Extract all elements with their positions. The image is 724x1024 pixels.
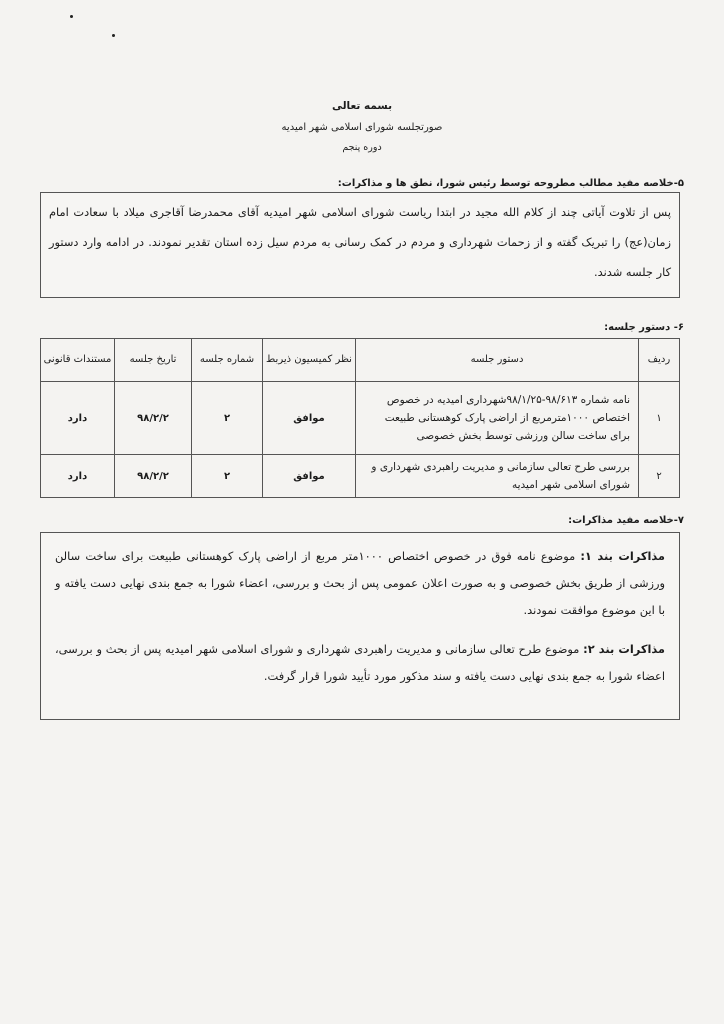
col-topic-header: دستور جلسه bbox=[356, 339, 639, 382]
cell-commission: موافق bbox=[263, 455, 356, 498]
table-row bbox=[41, 455, 680, 498]
cell-session: ۲ bbox=[192, 455, 263, 498]
cell-session: ۲ bbox=[192, 382, 263, 455]
document-term: دوره پنجم bbox=[342, 142, 382, 153]
cell-commission: موافق bbox=[263, 382, 356, 455]
col-row-header: ردیف bbox=[639, 339, 680, 382]
cell-date: ۹۸/۲/۲ bbox=[115, 382, 192, 455]
discussion-item-1 bbox=[55, 543, 665, 624]
section-7-title: ۷-خلاصه مفید مذاکرات: bbox=[568, 515, 684, 526]
agenda-table bbox=[40, 338, 680, 498]
cell-topic: بررسی طرح تعالی سازمانی و مدیریت راهبردی شهرداری و شورای اسلامی شهر امیدیه bbox=[356, 455, 639, 498]
table-row bbox=[41, 382, 680, 455]
col-date-header: تاریخ جلسه bbox=[115, 339, 192, 382]
section-5-body: پس از تلاوت آیاتی چند از کلام الله مجید در ابتدا ریاست شورای اسلامی شهر امیدیه آقای محمدرضا آقاجری میلاد با سعادت امام زمان(عج) را تبریک گفته و از زحمات شهرداری و مردم در کمک رسانی به مردم سیل زده استان تقدیر نمودند. در ادامه وارد دستور کار جلسه شدند. bbox=[49, 205, 671, 279]
agenda-header-row bbox=[41, 339, 680, 382]
cell-legal: دارد bbox=[41, 455, 115, 498]
section-5-box bbox=[40, 192, 680, 298]
section-6-title: ۶- دستور جلسه: bbox=[604, 322, 684, 333]
scan-speck bbox=[70, 15, 73, 18]
cell-topic: نامه شماره ۹۸/۶۱۳-۹۸/۱/۲۵شهرداری امیدیه در خصوص اختصاص ۱۰۰۰مترمربع از اراضی پارک کوهستانی طبیعت برای ساخت سالن ورزشی توسط بخش خصوصی bbox=[356, 382, 639, 455]
discussion-item-1-label: مذاکرات بند ۱: bbox=[580, 549, 665, 563]
discussion-item-2 bbox=[55, 636, 665, 690]
cell-legal: دارد bbox=[41, 382, 115, 455]
cell-row: ۱ bbox=[639, 382, 680, 455]
document-subtitle: صورتجلسه شورای اسلامی شهر امیدیه bbox=[281, 122, 443, 133]
col-commission-header: نظر کمیسیون ذیربط bbox=[263, 339, 356, 382]
discussion-item-1-text: موضوع نامه فوق در خصوص اختصاص ۱۰۰۰متر مربع از اراضی پارک کوهستانی طبیعت برای ساخت سالن ورزشی از طریق بخش خصوصی و به صورت اعلان عمومی پس از بحث و بررسی، اعضاء شورا به جمع بندی نهایی دست یافته و با این موضوع موافقت نمودند. bbox=[55, 549, 665, 617]
discussion-item-2-text: موضوع طرح تعالی سازمانی و مدیریت راهبردی شهرداری و شورای اسلامی شهر امیدیه پس از بحث و بررسی، اعضاء شورا به جمع بندی نهایی دست یافته و سند مذکور مورد تأیید شورا قرار گرفت. bbox=[55, 642, 665, 683]
section-5-title: ۵-خلاصه مفید مطالب مطروحه توسط رئیس شورا، نطق ها و مذاکرات: bbox=[337, 178, 684, 189]
col-session-header: شماره جلسه bbox=[192, 339, 263, 382]
discussion-item-2-label: مذاکرات بند ۲: bbox=[583, 642, 665, 656]
cell-date: ۹۸/۲/۲ bbox=[115, 455, 192, 498]
col-legal-header: مستندات قانونی bbox=[41, 339, 115, 382]
scan-speck bbox=[112, 34, 115, 37]
section-7-box bbox=[40, 532, 680, 720]
cell-row: ۲ bbox=[639, 455, 680, 498]
document-heading: بسمه تعالی bbox=[331, 100, 393, 112]
